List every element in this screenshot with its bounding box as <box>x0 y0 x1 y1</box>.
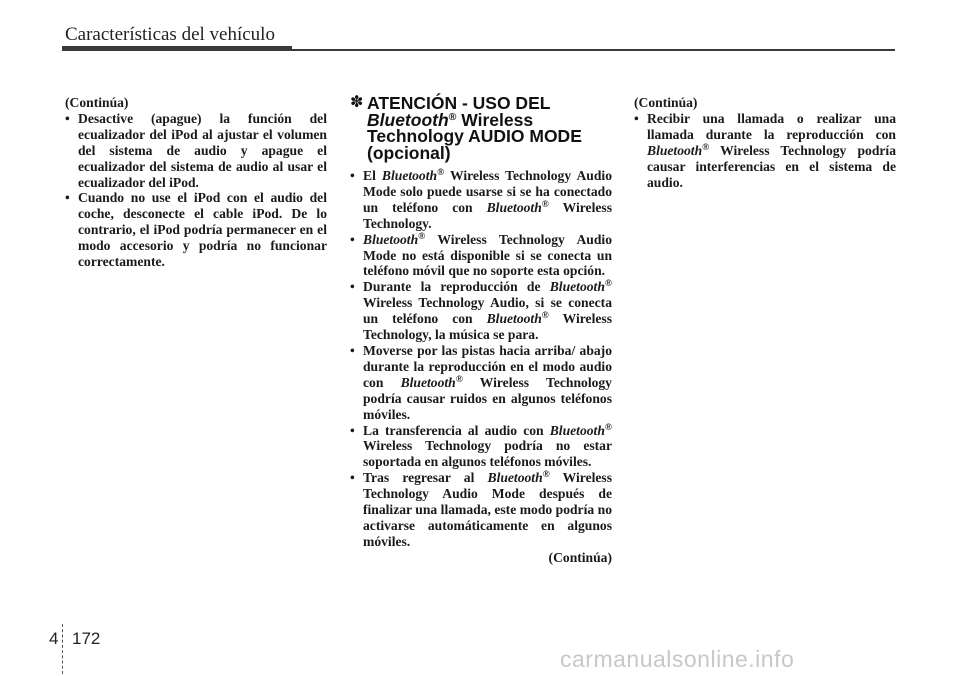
heading-bluetooth: Bluetooth <box>367 109 449 130</box>
continued-label: (Continúa) <box>65 95 129 110</box>
registered-mark: ® <box>448 110 457 123</box>
list-item: • Tras regresar al Bluetooth® Wireless Technology Audio Mode después de finalizar una llamada, este modo podría no activarse automáticamente en algunos móviles. <box>350 470 612 550</box>
continues-label: (Continúa) <box>548 549 612 565</box>
left-column <box>65 95 327 270</box>
list-item: • El Bluetooth® Wireless Technology Audio Mode solo puede usarse si se ha conectado un teléfono con Bluetooth® Wireless Technology. <box>350 168 612 232</box>
asterisk-icon: ✽ <box>350 94 364 111</box>
heading-line: Wireless <box>456 109 534 130</box>
page-number: 172 <box>72 629 101 648</box>
right-column <box>634 95 896 190</box>
footer-divider <box>62 624 63 674</box>
list-item: • Moverse por las pistas hacia arriba/ abajo durante la reproducción en el modo audio con Bluetooth® Wireless Technology podría causar ruidos en algunos teléfonos móviles. <box>350 343 612 423</box>
heading-line: ATENCIÓN - USO DEL <box>367 93 551 113</box>
list-item: • Bluetooth® Wireless Technology Audio Mode no está disponible si se conecta un teléfono móvil que no soporte esta opción. <box>350 232 612 280</box>
list-item: • Recibir una llamada o realizar una llamada durante la reproducción con Bluetooth® Wireless Technology podría causar interferencias en el sistema de audio. <box>634 111 896 191</box>
list-item: • Desactive (apague) la función del ecualizador del iPod al ajustar el volumen del sistema de audio y apague el ecualizador del sistema de audio al usar el ecualizador del iPod. <box>65 111 327 191</box>
bullet-list <box>65 111 327 270</box>
heading-line: (opcional) <box>367 142 451 163</box>
list-item: • La transferencia al audio con Bluetooth® Wireless Technology podría no estar soportada en algunos teléfonos móviles. <box>350 423 612 471</box>
page-header-title: Características del vehículo <box>65 24 275 45</box>
continued-label: (Continúa) <box>634 95 698 110</box>
heading-line: Technology AUDIO MODE <box>367 126 582 146</box>
list-item: • Durante la reproducción de Bluetooth® Wireless Technology Audio, si se conecta un teléfono con Bluetooth® Wireless Technology, la música se para. <box>350 279 612 343</box>
section-heading <box>350 95 612 161</box>
watermark: carmanualsonline.info <box>560 646 795 672</box>
bullet-list <box>350 168 612 550</box>
bullet-list <box>634 111 896 191</box>
chapter-number: 4 <box>49 629 59 648</box>
middle-column <box>350 95 612 566</box>
header-rule <box>62 49 895 51</box>
list-item: • Cuando no use el iPod con el audio del coche, desconecte el cable iPod. De lo contrario, el iPod podría permanecer en el modo accesorio y podría no funcionar correctamente. <box>65 190 327 270</box>
